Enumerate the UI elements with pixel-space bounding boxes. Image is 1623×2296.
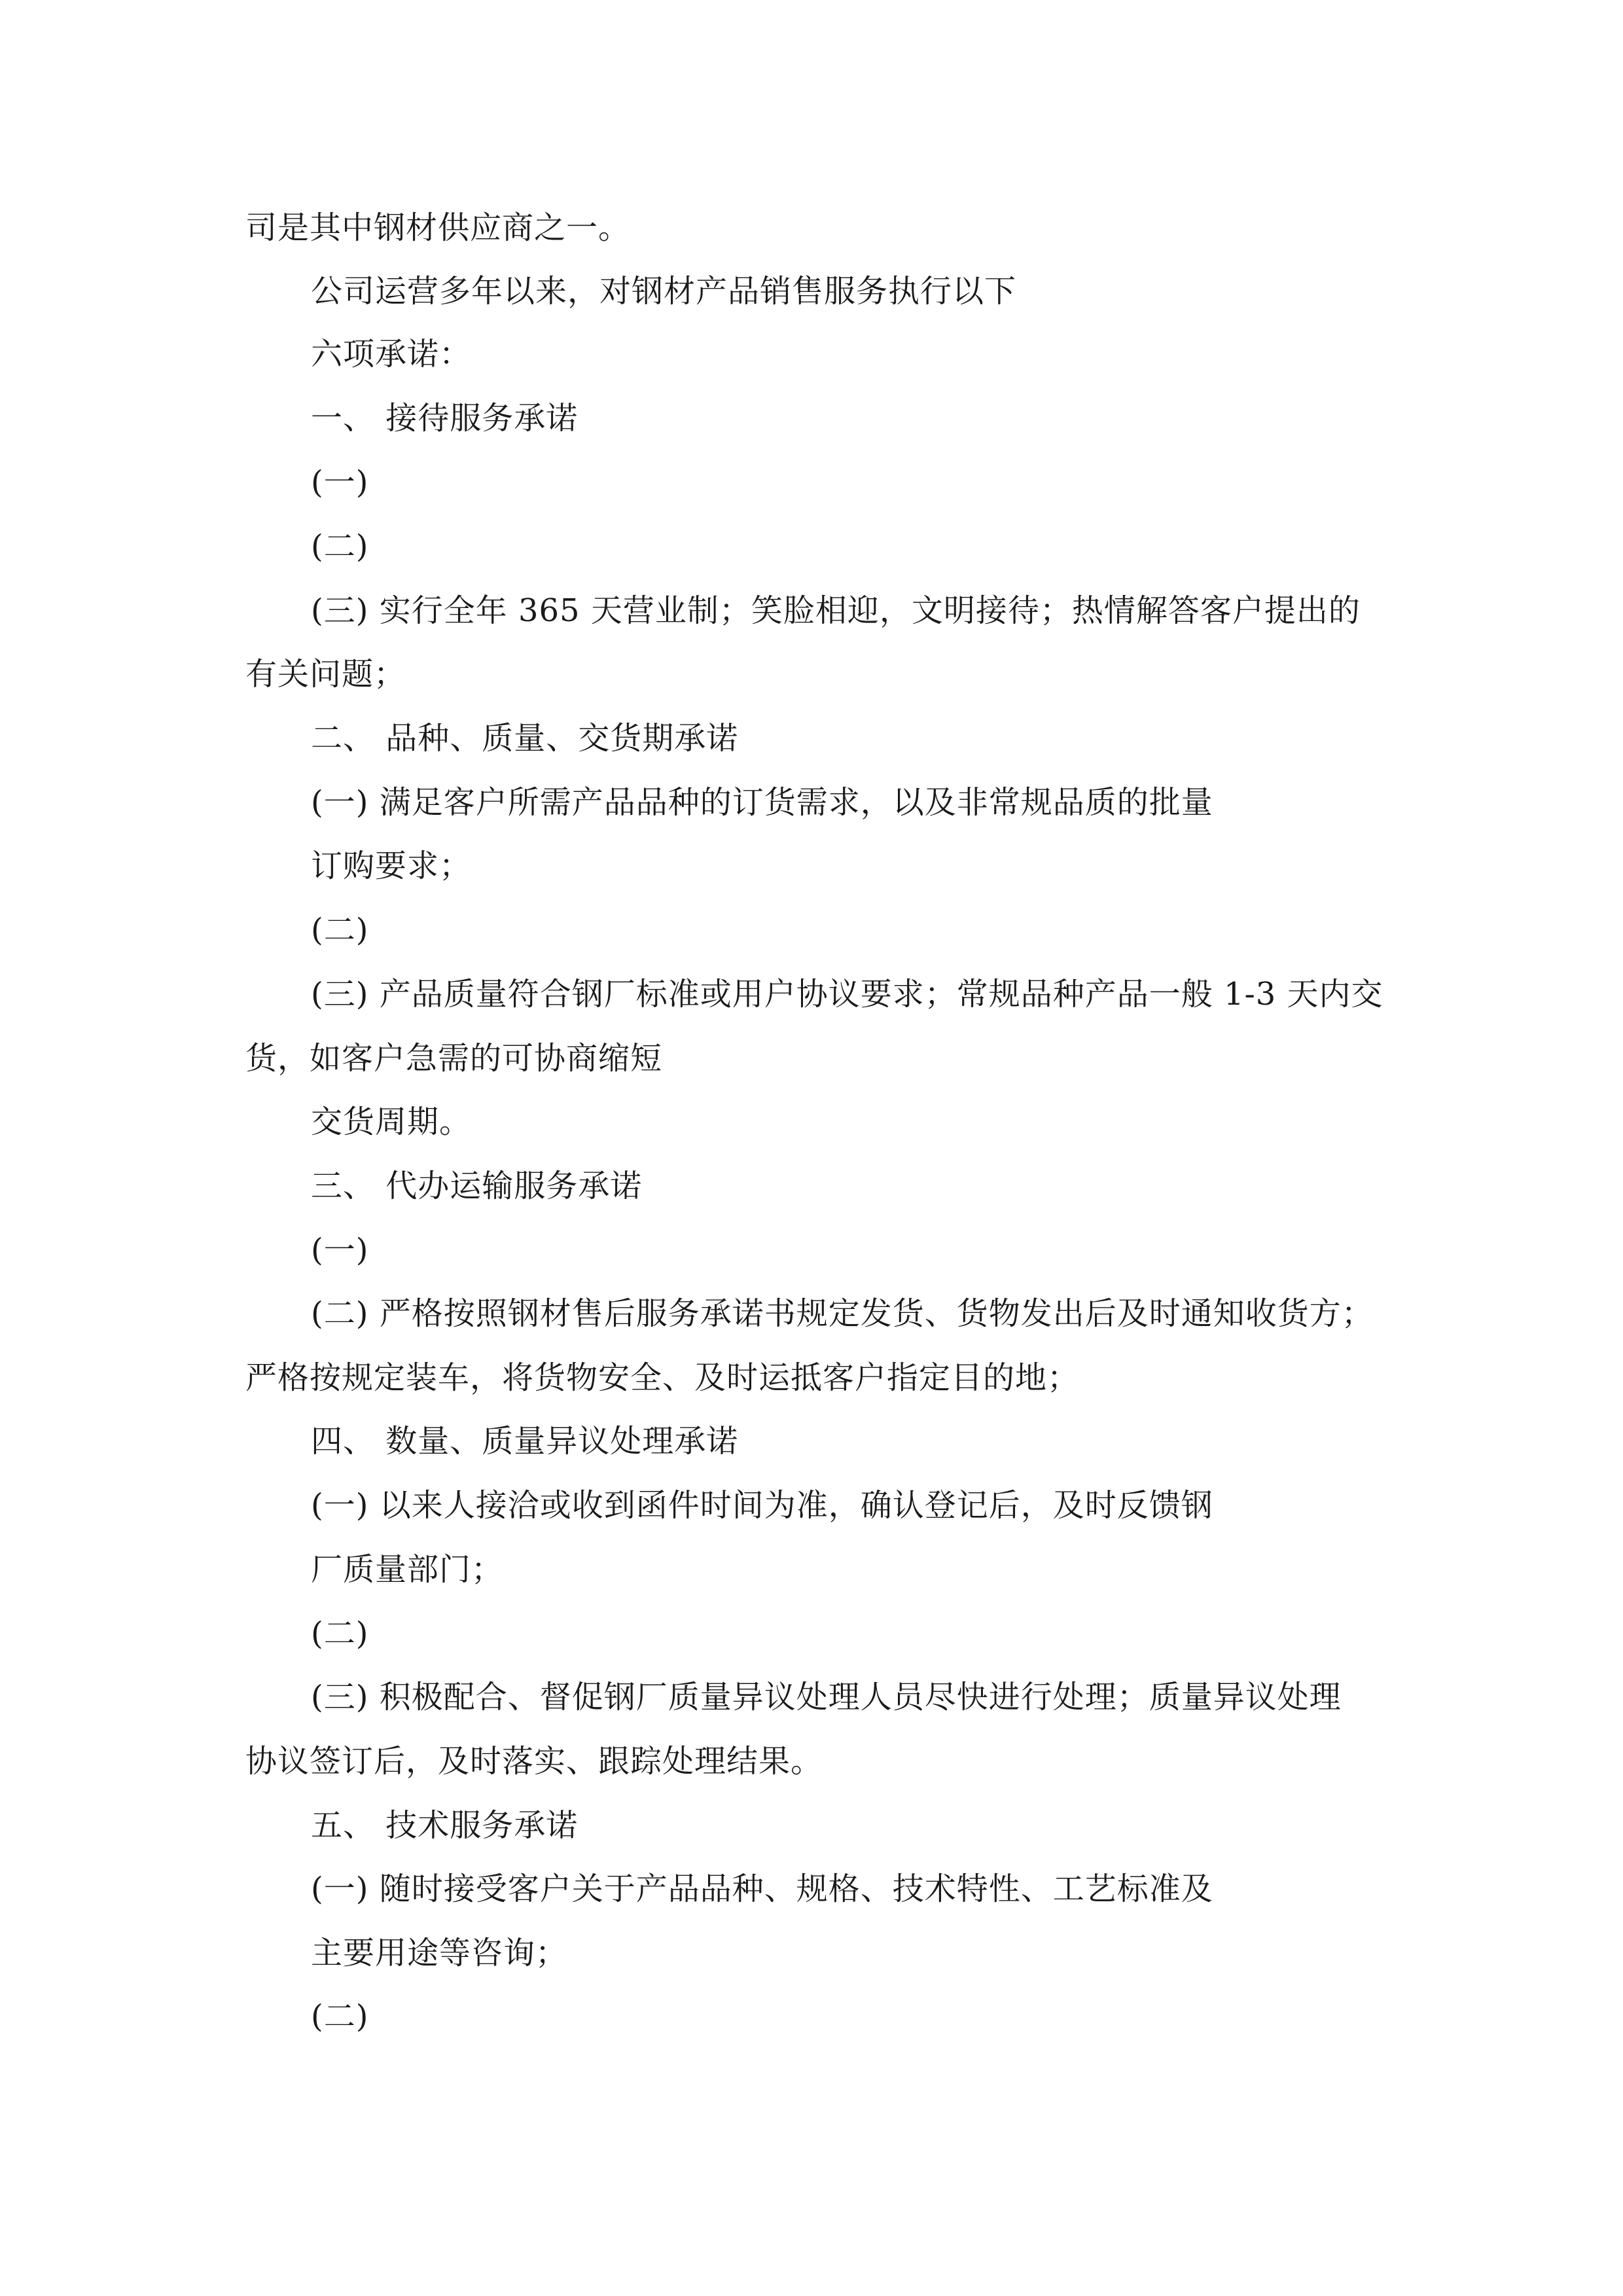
text-line: 货，如客户急需的可协商缩短 bbox=[245, 1040, 663, 1077]
text-line: (二) bbox=[311, 1615, 369, 1652]
text-line: 六项承诺： bbox=[311, 336, 472, 372]
text-line: 主要用途等咨询； bbox=[311, 1935, 568, 1971]
text-line: 公司运营多年以来，对钢材产品销售服务执行以下 bbox=[311, 273, 1017, 310]
section-heading: 三、 代办运输服务承诺 bbox=[311, 1168, 643, 1204]
text-line: 厂质量部门； bbox=[311, 1551, 504, 1588]
text-line: (一) bbox=[311, 464, 369, 501]
text-line: (二) bbox=[311, 912, 369, 948]
text-line: (一) bbox=[311, 1232, 369, 1268]
text-line: 严格按规定装车，将货物安全、及时运抵客户指定目的地； bbox=[245, 1359, 1080, 1396]
text-line: (一) 满足客户所需产品品种的订货需求，以及非常规品质的批量 bbox=[311, 784, 1213, 821]
section-heading: 一、 接待服务承诺 bbox=[311, 400, 579, 437]
text-line: 交货周期。 bbox=[311, 1103, 472, 1140]
text-line: (三) 积极配合、督促钢厂质量异议处理人员尽快进行处理；质量异议处理 bbox=[311, 1679, 1342, 1715]
text-line: 订购要求； bbox=[311, 848, 472, 884]
text-line: (一) 随时接受客户关于产品品种、规格、技术特性、工艺标准及 bbox=[311, 1871, 1213, 1907]
text-line: (三) 产品质量符合钢厂标准或用户协议要求；常规品种产品一般 1-3 天内交 bbox=[311, 976, 1383, 1013]
text-line: 协议签订后，及时落实、跟踪处理结果。 bbox=[245, 1743, 823, 1780]
section-heading: 五、 技术服务承诺 bbox=[311, 1807, 579, 1844]
text-line: 有关问题； bbox=[245, 656, 406, 692]
text-line: (三) 实行全年 365 天营业制；笑脸相迎，文明接待；热情解答客户提出的 bbox=[311, 592, 1361, 629]
text-line: (一) 以来人接洽或收到函件时间为准，确认登记后，及时反馈钢 bbox=[311, 1487, 1213, 1524]
text-line: (二) bbox=[311, 1998, 369, 2035]
text-line: 司是其中钢材供应商之一。 bbox=[245, 209, 631, 246]
text-line: (二) bbox=[311, 528, 369, 565]
text-line: (二) 严格按照钢材售后服务承诺书规定发货、货物发出后及时通知收货方； bbox=[311, 1295, 1374, 1332]
section-heading: 二、 品种、质量、交货期承诺 bbox=[311, 720, 739, 757]
section-heading: 四、 数量、质量异议处理承诺 bbox=[311, 1423, 739, 1460]
